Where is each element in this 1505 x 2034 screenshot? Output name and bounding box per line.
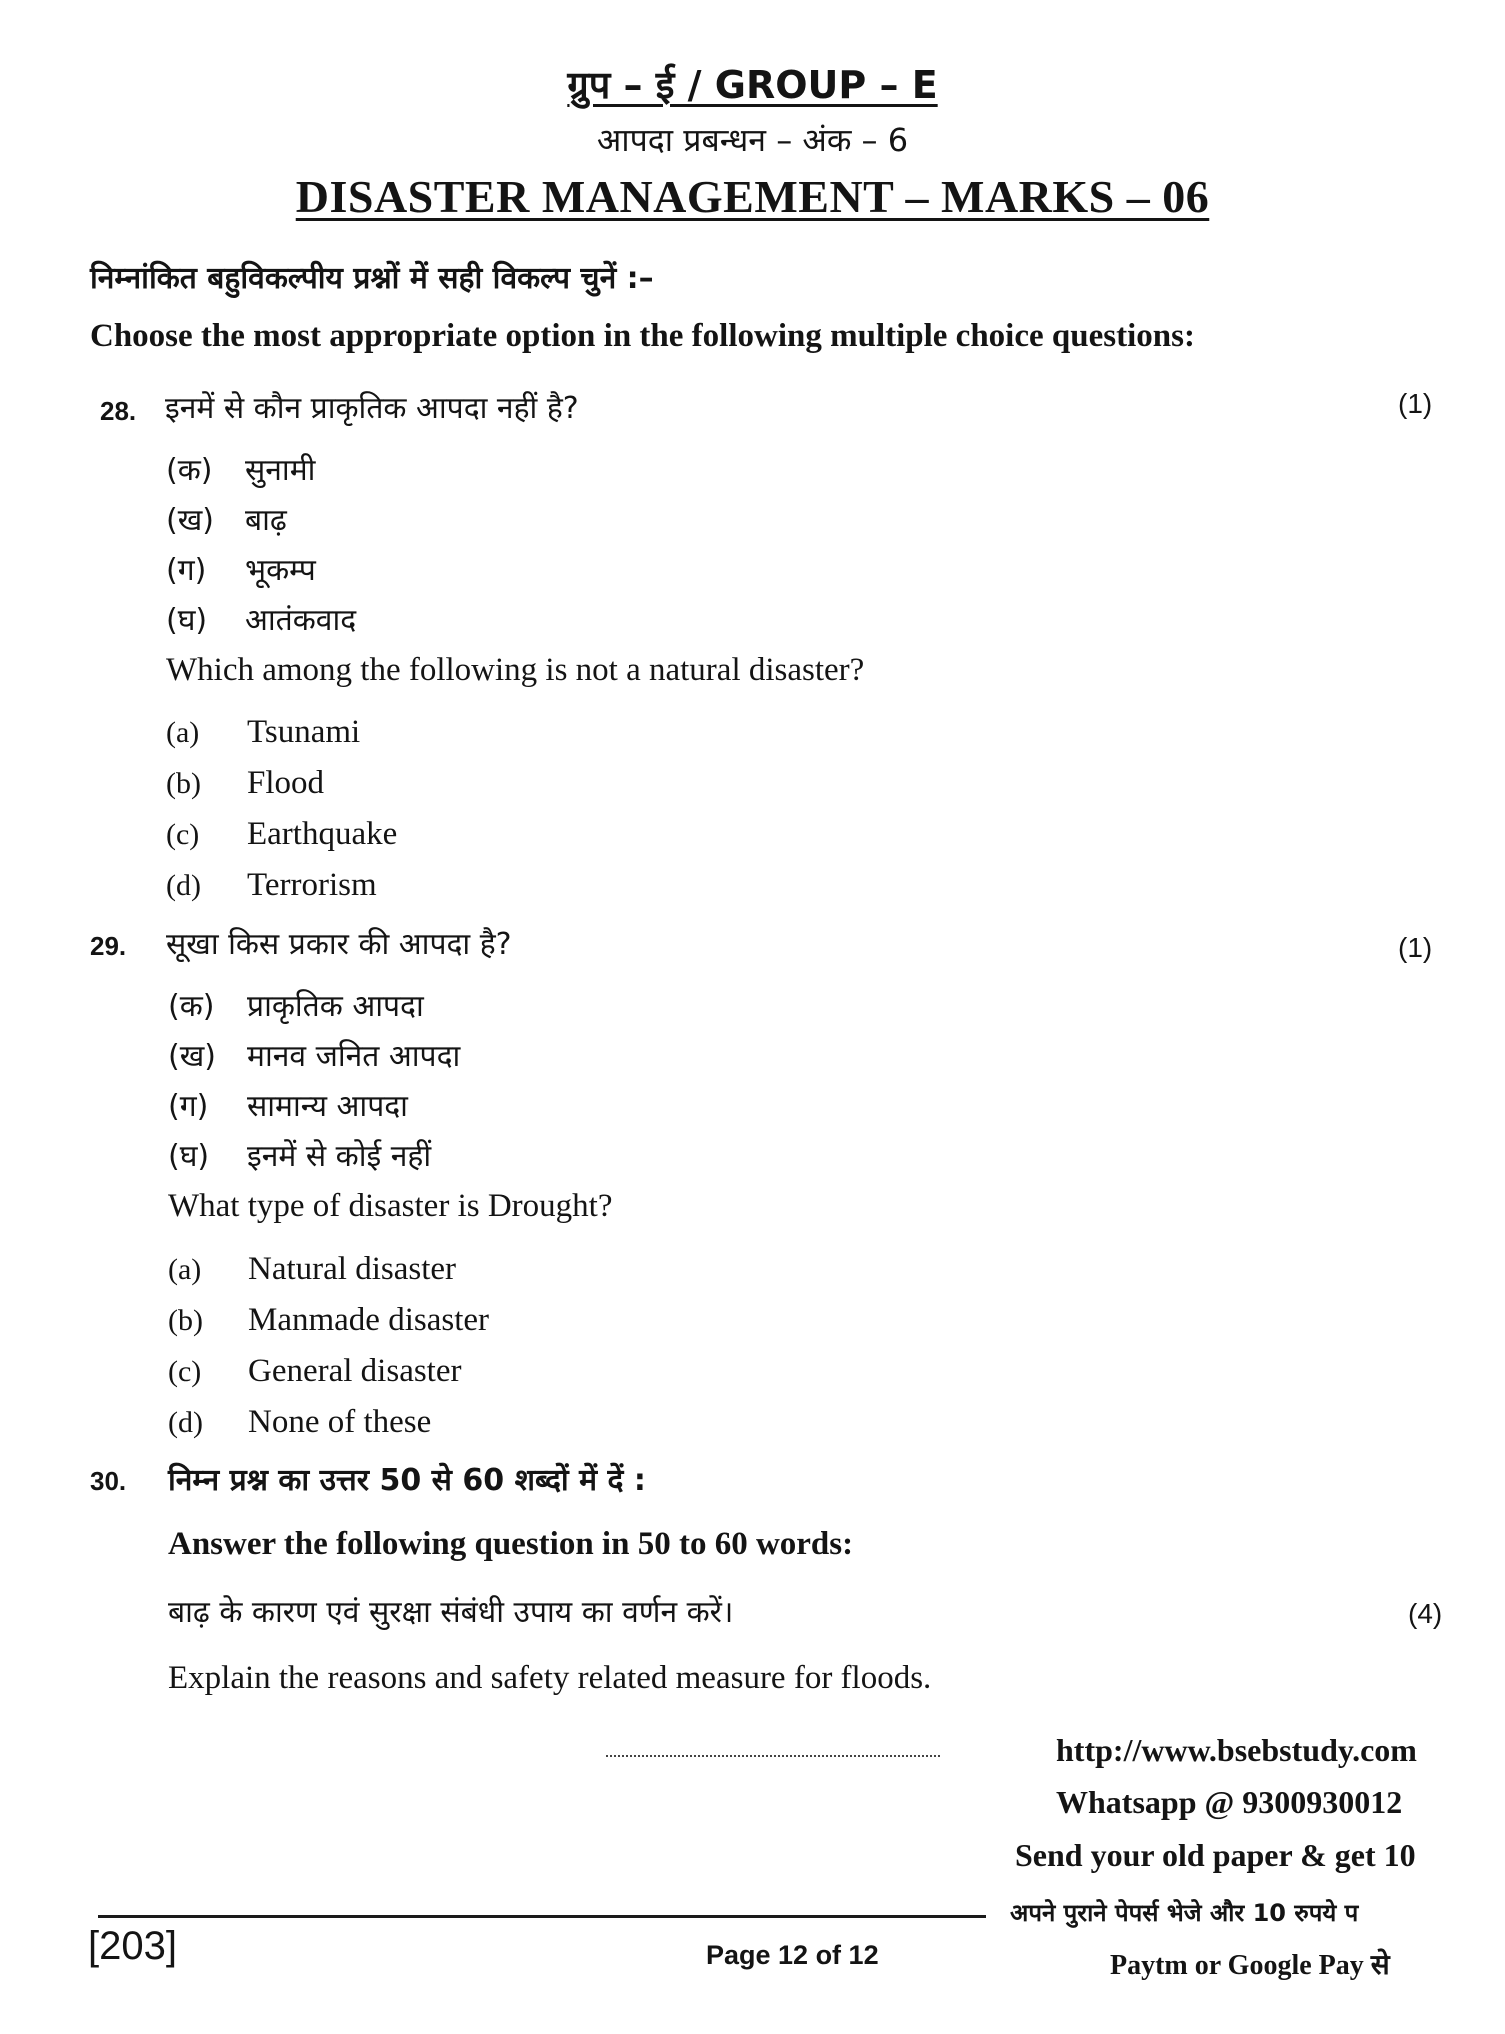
option-label: (b) [166,767,201,800]
option-text-hindi: भूकम्प [245,553,316,588]
page-number: Page 12 of 12 [706,1940,879,1970]
option-label: (d) [166,869,201,902]
paper-code: [203] [88,1924,177,1968]
option-text-english: Flood [247,765,325,801]
instructions-english: Choose the most appropriate option in the following multiple choice questions: [90,318,1195,354]
question-number: 28. [100,396,137,426]
option-text-hindi: इनमें से कोई नहीं [247,1139,432,1174]
option-text-hindi: बाढ़ [245,503,287,538]
question-marks: (1) [1398,932,1433,963]
option-label: (क) [166,453,213,488]
option-label: (a) [166,716,200,749]
question-number: 29. [90,931,127,961]
question-instruction-hindi: निम्न प्रश्न का उत्तर 50 से 60 शब्दों में दें : [168,1463,646,1498]
option-label: (d) [168,1406,203,1439]
option-text-english: Earthquake [247,816,398,852]
option-label: (ख) [166,503,214,538]
option-label: (c) [166,818,200,851]
website-link[interactable]: http://www.bsebstudy.com [1056,1732,1417,1768]
end-divider [606,1755,940,1757]
option-label: (ग) [168,1089,209,1124]
option-text-english: Natural disaster [248,1251,457,1287]
option-label: (घ) [168,1139,210,1174]
instructions-hindi: निम्नांकित बहुविकल्पीय प्रश्नों में सही विकल्प चुनें :– [90,261,654,296]
question-marks: (4) [1408,1598,1443,1629]
option-label: (a) [168,1253,202,1286]
payment-text: Paytm or Google Pay से [1110,1950,1390,1981]
promo-english: Send your old paper & get 10 [1015,1837,1416,1873]
subject-hindi-heading: आपदा प्रबन्धन – अंक – 6 [596,121,909,159]
page-title: DISASTER MANAGEMENT – MARKS – 06 [295,171,1210,222]
option-text-english: None of these [248,1404,432,1440]
question-text-english: Which among the following is not a natural disaster? [166,652,865,688]
question-marks: (1) [1398,388,1433,419]
question-number: 30. [90,1466,127,1496]
option-text-english: Manmade disaster [248,1302,490,1338]
whatsapp-text: Whatsapp @ 9300930012 [1056,1784,1403,1820]
question-text-hindi: बाढ़ के कारण एवं सुरक्षा संबंधी उपाय का वर्णन करें। [168,1595,734,1630]
option-text-english: Tsunami [247,714,361,750]
question-instruction-english: Answer the following question in 50 to 60 words: [168,1526,854,1562]
option-text-hindi: सामान्य आपदा [247,1089,408,1124]
footer-rule [98,1915,986,1918]
option-label: (घ) [166,603,208,638]
option-label: (ग) [166,553,207,588]
option-label: (ख) [168,1039,216,1074]
option-text-hindi: आतंकवाद [245,603,357,638]
option-text-english: General disaster [248,1353,462,1389]
question-text-english: What type of disaster is Drought? [168,1188,613,1224]
option-label: (b) [168,1304,203,1337]
promo-hindi: अपने पुराने पेपर्स भेजे और 10 रुपये प [1010,1899,1359,1927]
question-text-english: Explain the reasons and safety related measure for floods. [168,1660,932,1696]
question-text-hindi: इनमें से कौन प्राकृतिक आपदा नहीं है? [165,391,579,426]
option-label: (c) [168,1355,202,1388]
option-text-hindi: प्राकृतिक आपदा [247,989,424,1024]
option-text-english: Terrorism [247,867,377,903]
option-text-hindi: मानव जनित आपदा [247,1039,461,1074]
group-heading: ग्रुप – ई / GROUP – E [567,63,938,107]
question-text-hindi: सूखा किस प्रकार की आपदा है? [166,927,512,962]
option-label: (क) [168,989,215,1024]
option-text-hindi: सुनामी [245,453,316,488]
